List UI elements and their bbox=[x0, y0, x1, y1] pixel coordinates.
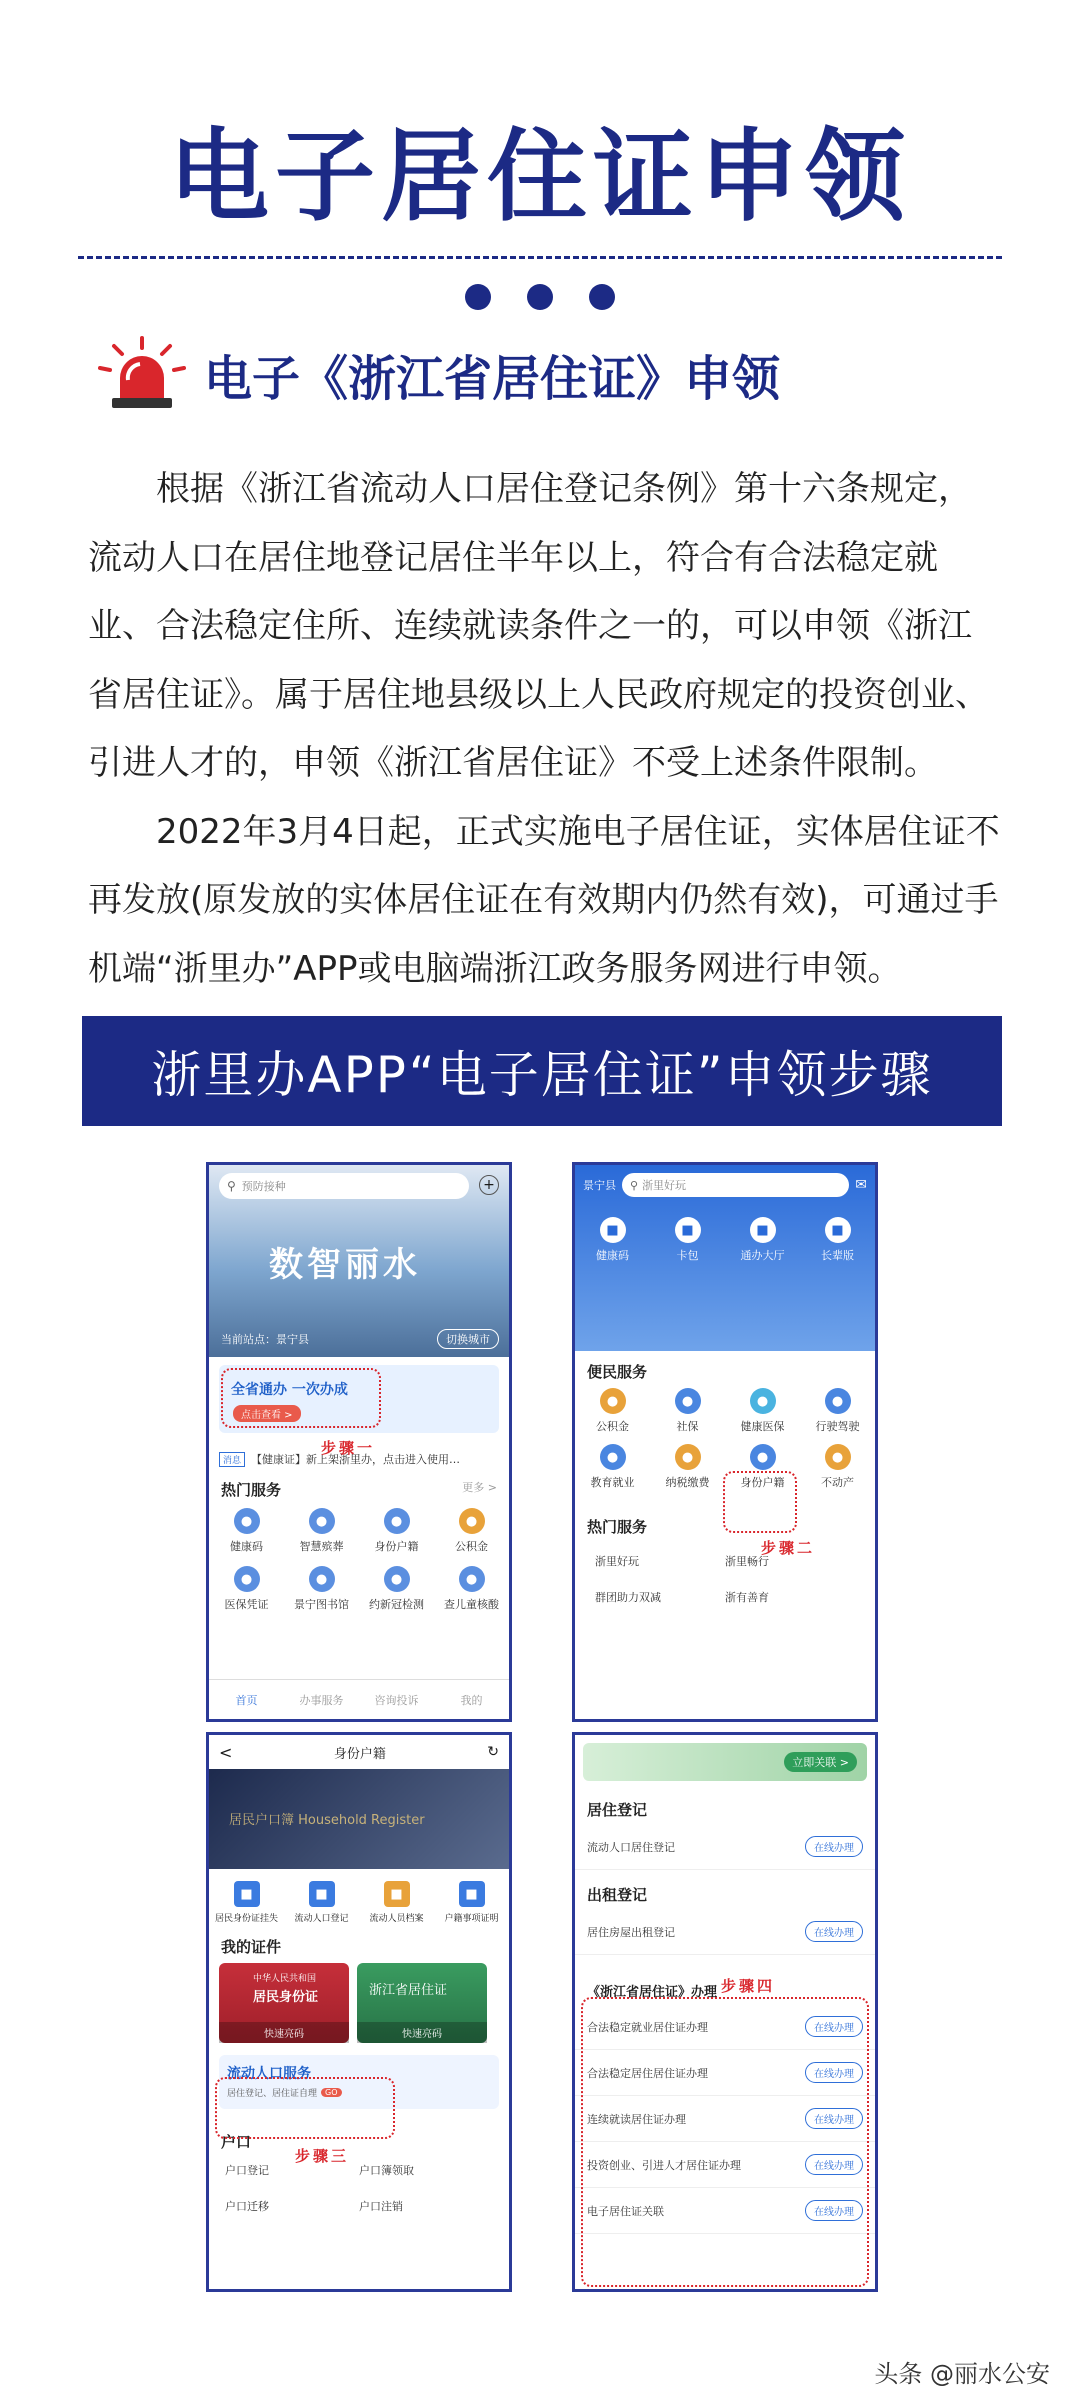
service-item[interactable] bbox=[362, 1508, 432, 1554]
tool-icon: ■ bbox=[234, 1881, 260, 1907]
service-item[interactable] bbox=[578, 1388, 648, 1434]
hero-title: 数智丽水 bbox=[269, 1245, 421, 1285]
search-input[interactable]: 浙里好玩 bbox=[642, 1179, 687, 1192]
service-item[interactable] bbox=[653, 1388, 723, 1434]
notice-text: 【健康证】新上架浙里办，点击进入使用… bbox=[251, 1453, 461, 1466]
service-icon: ● bbox=[600, 1444, 626, 1470]
tool-item[interactable] bbox=[212, 1881, 282, 1924]
shortcut-icon: ■ bbox=[600, 1217, 626, 1243]
hot-item[interactable]: 群团助力双减 bbox=[595, 1591, 661, 1604]
service-label: 景宁图书馆 bbox=[294, 1598, 349, 1611]
tab-mine[interactable]: 我的 bbox=[460, 1693, 483, 1707]
service-label: 健康码 bbox=[230, 1540, 263, 1553]
decorative-dots bbox=[0, 284, 1080, 310]
footer-watermark: 头条 @丽水公安 bbox=[874, 2360, 1050, 2388]
rental-registration-title: 出租登记 bbox=[587, 1886, 648, 1904]
service-item[interactable] bbox=[578, 1444, 648, 1490]
my-certs-title: 我的证件 bbox=[221, 1938, 282, 1956]
tool-item[interactable] bbox=[362, 1881, 432, 1924]
screenshot-step-3 bbox=[206, 1732, 512, 2292]
back-button[interactable]: < bbox=[219, 1742, 233, 1762]
search-bar[interactable] bbox=[622, 1173, 849, 1197]
service-label: 身份户籍 bbox=[374, 1540, 419, 1553]
service-label: 身份户籍 bbox=[740, 1476, 785, 1489]
location-label: 当前站点：景宁县 bbox=[221, 1333, 309, 1346]
quick-code-button[interactable]: 快速亮码 bbox=[219, 2022, 349, 2043]
step4-label: 步骤四 bbox=[721, 1977, 776, 1995]
service-icon: ● bbox=[675, 1444, 701, 1470]
service-item[interactable] bbox=[437, 1508, 507, 1554]
switch-city-button[interactable]: 切换城市 bbox=[437, 1329, 499, 1349]
list-row[interactable]: 流动人口居住登记 在线办理 bbox=[575, 1824, 875, 1870]
residence-registration-title: 居住登记 bbox=[587, 1801, 648, 1819]
message-icon[interactable]: ✉ bbox=[855, 1177, 867, 1193]
search-bar[interactable] bbox=[219, 1173, 469, 1199]
service-icon: ● bbox=[675, 1388, 701, 1414]
service-icon: ● bbox=[825, 1444, 851, 1470]
service-label: 纳税缴费 bbox=[665, 1476, 710, 1489]
hot-item[interactable]: 浙里畅行 bbox=[725, 1555, 769, 1568]
service-icon: ● bbox=[234, 1566, 260, 1592]
shortcut-item[interactable] bbox=[653, 1217, 723, 1263]
service-icon: ● bbox=[234, 1508, 260, 1534]
service-icon: ● bbox=[750, 1388, 776, 1414]
hot-services-title: 热门服务 bbox=[221, 1481, 282, 1499]
residence-permit-title: 《浙江省居住证》办理 bbox=[587, 1985, 718, 2000]
service-row-1 bbox=[209, 1508, 509, 1554]
tool-label: 流动人员档案 bbox=[369, 1914, 424, 1924]
service-label: 行驶驾驶 bbox=[815, 1420, 860, 1433]
hukou-item[interactable]: 户口迁移 bbox=[225, 2200, 269, 2213]
apply-online-button[interactable]: 在线办理 bbox=[805, 2016, 863, 2037]
shortcut-label: 健康码 bbox=[596, 1249, 629, 1262]
service-item[interactable] bbox=[287, 1508, 357, 1554]
id-card-icon: ● bbox=[750, 1444, 776, 1470]
step4-highlight bbox=[581, 1997, 869, 2287]
service-label: 查儿童核酸 bbox=[444, 1598, 499, 1611]
tool-item[interactable] bbox=[287, 1881, 357, 1924]
county-select[interactable]: 景宁县 bbox=[583, 1179, 616, 1192]
card-subtitle: 中华人民共和国 bbox=[253, 1974, 317, 1984]
tool-row bbox=[209, 1869, 509, 1930]
search-icon: ⚲ bbox=[630, 1178, 639, 1192]
service-title: 流动人口服务 bbox=[227, 2066, 311, 2082]
hot-item[interactable]: 浙里好玩 bbox=[595, 1555, 639, 1568]
service-item[interactable] bbox=[437, 1566, 507, 1612]
tool-icon: ■ bbox=[309, 1881, 335, 1907]
go-button[interactable]: GO bbox=[321, 2088, 342, 2097]
service-label: 约新冠检测 bbox=[369, 1598, 424, 1611]
notice-tag: 消息 bbox=[219, 1452, 245, 1467]
service-subtitle: 居住登记、居住证自理 bbox=[227, 2089, 318, 2099]
shortcut-label: 长辈版 bbox=[821, 1249, 854, 1262]
hero-image bbox=[209, 1769, 509, 1869]
id-card-tile[interactable] bbox=[219, 1963, 349, 2043]
shortcut-icon: ■ bbox=[675, 1217, 701, 1243]
link-now-button[interactable]: 立即关联 > bbox=[784, 1752, 857, 1772]
step3-label: 步骤三 bbox=[295, 2147, 350, 2165]
step3-highlight bbox=[215, 2077, 395, 2139]
tool-icon: ■ bbox=[384, 1881, 410, 1907]
screenshot-step-1 bbox=[206, 1162, 512, 1722]
hukou-title: 户口 bbox=[221, 2133, 252, 2151]
service-item[interactable] bbox=[212, 1566, 282, 1612]
apply-online-button[interactable]: 在线办理 bbox=[805, 2200, 863, 2221]
intro-text bbox=[88, 455, 1000, 1003]
service-item[interactable] bbox=[287, 1566, 357, 1612]
step1-highlight bbox=[221, 1368, 381, 1428]
tab-services[interactable]: 办事服务 bbox=[299, 1693, 344, 1707]
tool-label: 户籍事项证明 bbox=[444, 1914, 499, 1924]
service-icon: ● bbox=[459, 1566, 485, 1592]
apply-online-button[interactable]: 在线办理 bbox=[805, 1836, 863, 1857]
service-row-1 bbox=[575, 1388, 875, 1434]
list-row[interactable]: 合法稳定就业居住证办理 在线办理 bbox=[575, 2004, 875, 2050]
shortcut-item[interactable] bbox=[803, 1217, 873, 1263]
step2-highlight bbox=[723, 1471, 797, 1533]
service-label: 公积金 bbox=[455, 1540, 488, 1553]
hukou-item[interactable]: 户口注销 bbox=[359, 2200, 403, 2213]
hukou-item[interactable]: 户口登记 bbox=[225, 2164, 269, 2177]
shortcut-icon: ■ bbox=[750, 1217, 776, 1243]
shortcut-icon: ■ bbox=[825, 1217, 851, 1243]
service-item[interactable] bbox=[803, 1444, 873, 1490]
quick-code-button[interactable]: 快速亮码 bbox=[357, 2022, 487, 2043]
list-row[interactable]: 投资创业、引进人才居住证办理 在线办理 bbox=[575, 2142, 875, 2188]
tab-home[interactable]: 首页 bbox=[235, 1693, 258, 1707]
residence-card-tile[interactable] bbox=[357, 1963, 487, 2043]
section-title: 便民服务 bbox=[587, 1363, 648, 1381]
card-title: 居民身份证 bbox=[253, 1990, 319, 2005]
screenshot-step-2 bbox=[572, 1162, 878, 1722]
hero-text: 居民户口簿 Household Register bbox=[229, 1813, 425, 1828]
service-label: 医保凭证 bbox=[224, 1598, 269, 1611]
paragraph-1: 根据《浙江省流动人口居住登记条例》第十六条规定，流动人口在居住地登记居住半年以上，符合有合法稳定就业、合法稳定住所、连续就读条件之一的，可以申领《浙江省居住证》。属于居住地县级以上人民政府规定的投资创业、引进人才的，申领《浙江省居住证》不受上述条件限制。 bbox=[88, 469, 989, 783]
service-row-2 bbox=[209, 1566, 509, 1612]
service-icon: ● bbox=[459, 1508, 485, 1534]
apply-online-button[interactable]: 在线办理 bbox=[805, 1921, 863, 1942]
paragraph-2: 2022年3月4日起，正式实施电子居住证，实体居住证不再发放(原发放的实体居住证在有效期内仍然有效)，可通过手机端“浙里办”APP或电脑端浙江政务服务网进行申领。 bbox=[88, 811, 1000, 989]
service-label: 社保 bbox=[676, 1420, 699, 1433]
shortcut-item[interactable] bbox=[728, 1217, 798, 1263]
service-label: 智慧殡葬 bbox=[299, 1540, 344, 1553]
tool-item[interactable] bbox=[437, 1881, 507, 1924]
service-icon: ● bbox=[825, 1388, 851, 1414]
promo-button[interactable]: 点击查看 > bbox=[233, 1405, 301, 1422]
subheading bbox=[92, 334, 780, 414]
apply-online-button[interactable]: 在线办理 bbox=[805, 2154, 863, 2175]
service-item[interactable] bbox=[803, 1388, 873, 1434]
service-icon: ● bbox=[384, 1566, 410, 1592]
shortcut-label: 通办大厅 bbox=[740, 1249, 785, 1262]
screenshot-step-4 bbox=[572, 1732, 878, 2292]
hukou-item[interactable]: 户口簿领取 bbox=[359, 2164, 414, 2177]
hot-services-title: 热门服务 bbox=[587, 1518, 648, 1536]
search-input[interactable]: 预防接种 bbox=[241, 1180, 286, 1193]
dashed-divider bbox=[78, 256, 1002, 259]
service-label: 教育就业 bbox=[590, 1476, 635, 1489]
step2-label: 步骤二 bbox=[761, 1539, 816, 1557]
top-banner[interactable] bbox=[583, 1743, 867, 1781]
screen-title: 身份户籍 bbox=[333, 1746, 386, 1762]
apply-online-button[interactable]: 在线办理 bbox=[805, 2062, 863, 2083]
add-icon[interactable]: + bbox=[479, 1175, 499, 1195]
top-shortcuts bbox=[575, 1217, 875, 1263]
service-item[interactable] bbox=[653, 1444, 723, 1490]
service-item[interactable] bbox=[728, 1388, 798, 1434]
service-icon: ● bbox=[600, 1388, 626, 1414]
service-icon: ● bbox=[309, 1566, 335, 1592]
promo-title: 全省通办 一次办成 bbox=[231, 1382, 348, 1398]
service-label: 公积金 bbox=[596, 1420, 629, 1433]
more-link[interactable]: 更多 > bbox=[462, 1481, 497, 1494]
apply-online-button[interactable]: 在线办理 bbox=[805, 2108, 863, 2129]
shortcut-label: 卡包 bbox=[676, 1249, 699, 1262]
page-title: 电子居住证申领 bbox=[169, 118, 911, 235]
service-icon: ● bbox=[309, 1508, 335, 1534]
bottom-tab-bar bbox=[209, 1679, 509, 1719]
step1-label: 步骤一 bbox=[321, 1439, 376, 1457]
shortcut-item[interactable] bbox=[578, 1217, 648, 1263]
list-row[interactable]: 居住房屋出租登记 在线办理 bbox=[575, 1909, 875, 1955]
card-title: 浙江省居住证 bbox=[369, 1983, 448, 1998]
list-row[interactable]: 连续就读居住证办理 在线办理 bbox=[575, 2096, 875, 2142]
hot-item[interactable]: 浙有善育 bbox=[725, 1591, 769, 1604]
tool-label: 居民身份证挂失 bbox=[214, 1914, 278, 1924]
service-item[interactable] bbox=[362, 1566, 432, 1612]
search-icon: ⚲ bbox=[227, 1179, 236, 1193]
tool-icon: ■ bbox=[459, 1881, 485, 1907]
service-item[interactable] bbox=[212, 1508, 282, 1554]
tab-consult[interactable]: 咨询投诉 bbox=[374, 1693, 419, 1707]
refresh-icon[interactable]: ↻ bbox=[487, 1744, 499, 1760]
service-label: 健康医保 bbox=[740, 1420, 785, 1433]
service-label: 不动产 bbox=[821, 1476, 854, 1489]
steps-banner: 浙里办APP“电子居住证”申领步骤 bbox=[82, 1016, 1002, 1126]
subheading-text: 电子《浙江省居住证》申领 bbox=[204, 350, 781, 407]
list-row[interactable]: 合法稳定居住居住证办理 在线办理 bbox=[575, 2050, 875, 2096]
service-icon: ● bbox=[384, 1508, 410, 1534]
siren-icon bbox=[92, 334, 192, 414]
tool-label: 流动人口登记 bbox=[294, 1914, 349, 1924]
list-row[interactable]: 电子居住证关联 在线办理 bbox=[575, 2188, 875, 2234]
